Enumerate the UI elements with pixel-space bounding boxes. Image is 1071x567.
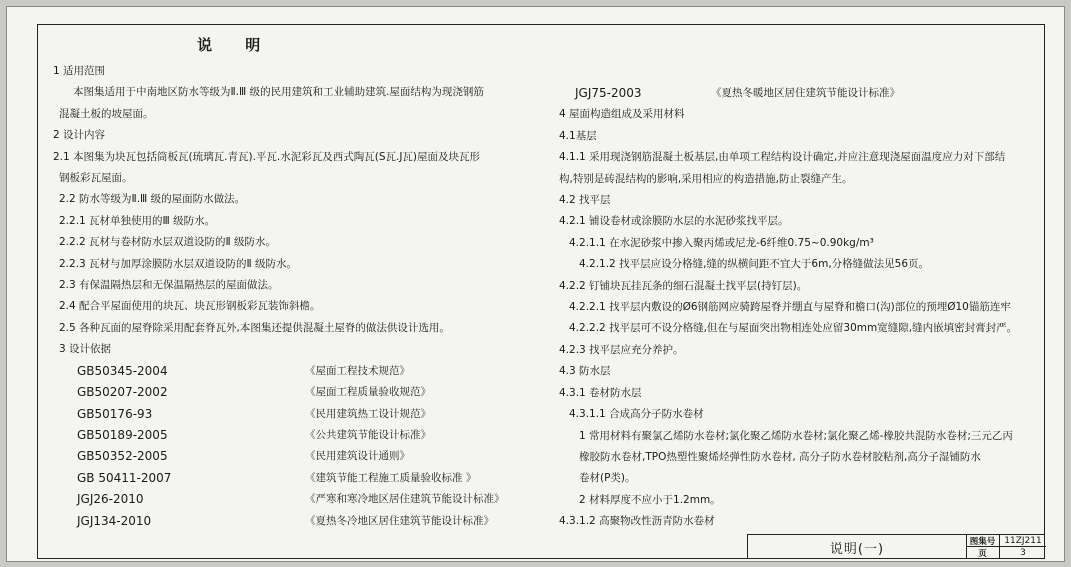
standard-code: GB 50411-2007 xyxy=(77,470,172,485)
standard-row xyxy=(49,361,554,382)
text-line: 2.1 本图集为块瓦包括筒板瓦(琉璃瓦.青瓦).平瓦.水泥彩瓦及西式陶瓦(S瓦.J瓦)屋面及块瓦形 xyxy=(53,150,481,163)
text-line: 3 设计依据 xyxy=(59,343,112,356)
right-column xyxy=(559,83,1049,533)
standard-row xyxy=(49,511,554,532)
text-line: 4.2.1 铺设卷材或涂膜防水层的水泥砂浆找平层。 xyxy=(559,215,789,228)
text-line: 4.1.1 采用现浇钢筋混凝土板基层,由单项工程结构设计确定,并应注意现浇屋面温度应力对下部结 xyxy=(559,151,1006,164)
standard-name: 《屋面工程技术规范》 xyxy=(305,364,410,377)
title-block xyxy=(747,534,1045,559)
standards-list xyxy=(49,361,554,532)
standard-name: 《严寒和寒冷地区居住建筑节能设计标准》 xyxy=(305,493,505,506)
page-title: 说 明 xyxy=(197,36,275,54)
text-line: 4.2.2.1 找平层内敷设的Ø6钢筋网应骑跨屋脊并绷直与屋脊和檐口(沟)部位的预埋Ø10锚筋连牢 xyxy=(569,301,1011,314)
standard-row xyxy=(49,446,554,467)
atlas-number-label: 图集号 xyxy=(966,535,1000,547)
text-line: 4.2.3 找平层应充分养护。 xyxy=(559,343,684,356)
text-line: 4.2 找平层 xyxy=(559,194,611,207)
text-line: 钢板彩瓦屋面。 xyxy=(59,172,133,185)
standard-name: 《公共建筑节能设计标准》 xyxy=(305,428,431,441)
text-line: 2.5 各种瓦面的屋脊除采用配套脊瓦外,本图集还提供混凝土屋脊的做法供设计选用。 xyxy=(59,321,450,334)
text-line: 橡胶防水卷材,TPO热塑性聚烯烃弹性防水卷材, 高分子防水卷材胶粘剂,高分子湿铺防水 xyxy=(579,450,981,463)
text-line: 本图集适用于中南地区防水等级为Ⅱ.Ⅲ 级的民用建筑和工业辅助建筑.屋面结构为现浇钢筋 xyxy=(73,86,484,99)
text-line: 4.2.2 钉铺块瓦挂瓦条的细石混凝土找平层(持钉层)。 xyxy=(559,279,808,292)
text-line: 4.3 防水层 xyxy=(559,365,611,378)
standard-code: JGJ26-2010 xyxy=(77,492,144,507)
text-line: 4 屋面构造组成及采用材料 xyxy=(559,108,685,121)
page-label: 页 xyxy=(966,547,1000,559)
standard-code: JGJ75-2003 xyxy=(575,86,642,100)
text-line: 4.2.2.2 找平层可不设分格缝,但在与屋面突出物相连处应留30mm宽缝隙,缝内嵌填密封膏封严。 xyxy=(569,322,1018,335)
standard-name: 《建筑节能工程施工质量验收标准 》 xyxy=(305,471,477,484)
text-line: 2.4 配合平屋面使用的块瓦、块瓦形钢板彩瓦装饰斜檐。 xyxy=(59,300,321,313)
standard-row xyxy=(49,382,554,403)
standard-code: JGJ134-2010 xyxy=(77,513,152,528)
standard-row xyxy=(49,425,554,446)
text-line: 混凝土板的坡屋面。 xyxy=(59,107,154,120)
standard-name: 《夏热冬冷地区居住建筑节能设计标准》 xyxy=(305,514,494,527)
text-line: 2.2 防水等级为Ⅱ.Ⅲ 级的屋面防水做法。 xyxy=(59,193,246,206)
drawing-sheet xyxy=(6,6,1065,562)
text-line: 4.2.1.1 在水泥砂浆中掺入聚丙烯或尼龙-6纤维0.75~0.90kg/m³ xyxy=(569,236,874,249)
text-line: 2.3 有保温隔热层和无保温隔热层的屋面做法。 xyxy=(59,279,279,292)
standard-row xyxy=(559,83,1049,104)
standard-name: 《民用建筑设计通则》 xyxy=(305,450,410,463)
text-line: 卷材(P类)。 xyxy=(579,472,636,485)
standard-row xyxy=(49,404,554,425)
standard-row xyxy=(49,468,554,489)
standard-code: GB50207-2002 xyxy=(77,385,168,400)
text-line: 2.2.2 瓦材与卷材防水层双道设防的Ⅱ 级防水。 xyxy=(59,236,277,249)
text-line: 4.2.1.2 找平层应设分格缝,缝的纵横间距不宜大于6m,分格缝做法见56页。 xyxy=(579,258,930,271)
text-line: 4.3.1.1 合成高分子防水卷材 xyxy=(569,408,704,421)
standard-row xyxy=(49,489,554,510)
text-line: 2 设计内容 xyxy=(53,129,106,142)
text-line: 4.3.1 卷材防水层 xyxy=(559,386,642,399)
text-line: 2.2.3 瓦材与加厚涂膜防水层双道设防的Ⅱ 级防水。 xyxy=(59,257,298,270)
standard-name: 《民用建筑热工设计规范》 xyxy=(305,407,431,420)
standard-code: GB50189-2005 xyxy=(77,427,168,442)
standard-code: GB50345-2004 xyxy=(77,363,168,378)
atlas-number-value: 11ZJ211 xyxy=(1000,535,1046,547)
standard-code: GB50352-2005 xyxy=(77,449,168,464)
text-line: 1 适用范围 xyxy=(53,65,106,77)
text-line: 2.2.1 瓦材单独使用的Ⅲ 级防水。 xyxy=(59,214,216,227)
standard-name: 《屋面工程质量验收规范》 xyxy=(305,386,431,399)
text-line: 4.3.1.2 高聚物改性沥青防水卷材 xyxy=(559,515,715,528)
text-line: 2 材料厚度不应小于1.2mm。 xyxy=(579,493,721,506)
standard-name: 《夏热冬暖地区居住建筑节能设计标准》 xyxy=(711,87,900,99)
left-column xyxy=(49,61,554,532)
text-line: 4.1基层 xyxy=(559,129,597,142)
standard-code: GB50176-93 xyxy=(77,406,153,421)
text-line: 构,特别是砖混结构的影响,采用相应的构造措施,防止裂缝产生。 xyxy=(559,172,853,185)
page-number: 3 xyxy=(1020,548,1026,558)
drawing-name: 说明(一) xyxy=(748,535,967,559)
text-line: 1 常用材料有聚氯乙烯防水卷材;氯化聚乙烯防水卷材;氯化聚乙烯-橡胶共混防水卷材;三元乙丙 xyxy=(579,429,1013,442)
